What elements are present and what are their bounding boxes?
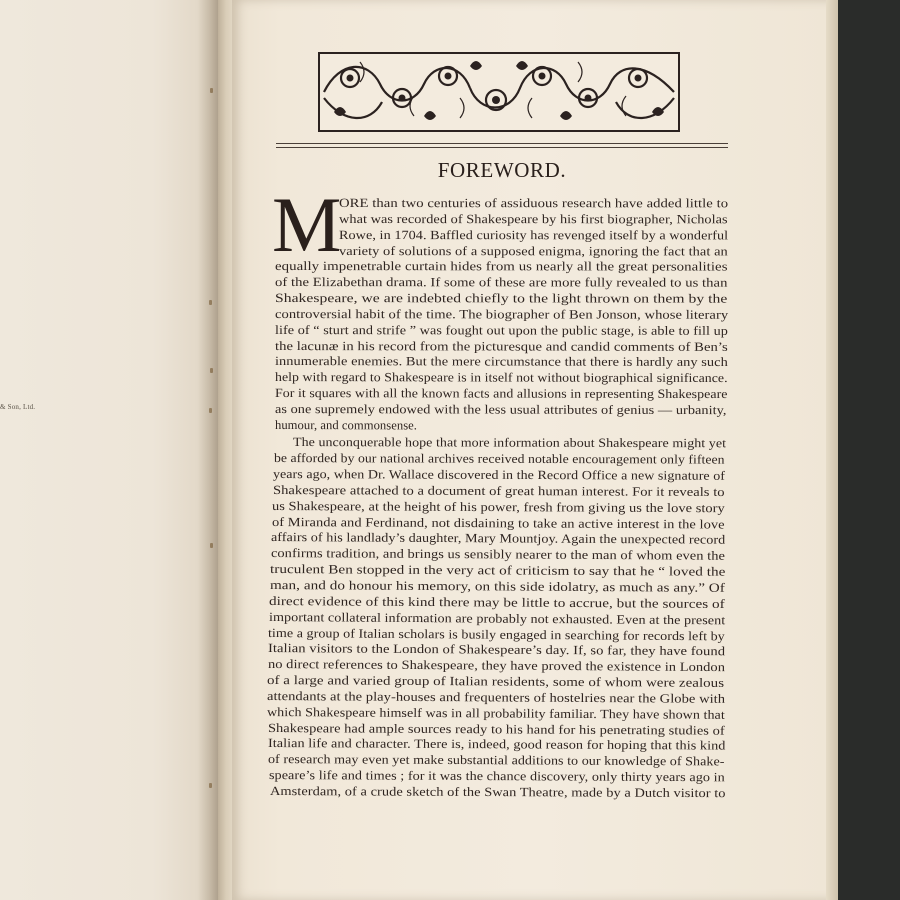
double-rule-top — [276, 143, 728, 144]
text-line: of the Elizabethan drama. If some of these are more fully revealed to us than — [274, 275, 728, 290]
text-line: as one supremely endowed with the less usual attributes of genius — urbanity, — [274, 402, 727, 418]
text-line: what was recorded of Shakespeare by his first biographer, Nicholas — [338, 211, 728, 227]
text-line: time a group of Italian scholars is busily engaged in searching for records left by — [267, 625, 725, 643]
floral-scroll-ornament-icon — [320, 54, 678, 130]
text-line: no direct references to Shakespeare, they have proved the existence in London — [267, 657, 726, 675]
text-line: Amsterdam, of a crude sketch of the Swan Theatre, made by a Dutch visitor to — [269, 784, 726, 801]
text-line: confirms tradition, and brings us sensibly nearer to the man of whom even the — [270, 546, 726, 564]
left-page — [0, 0, 218, 900]
text-line: years ago, when Dr. Wallace discovered in the Record Office a new signature of — [272, 467, 726, 483]
text-line: help with regard to Shakespeare is in itself not without biographical significance. — [274, 370, 728, 386]
text-line: affairs of his landlady’s daughter, Mary Mountjoy. Again the unexpected record — [270, 530, 726, 548]
ornamental-headpiece — [318, 52, 680, 132]
text-line: ORE than two centuries of assiduous research have added little to — [338, 196, 729, 211]
text-line: of a large and varied group of Italian residents, some of whom were zealous — [266, 673, 725, 690]
text-line: For it squares with all the known facts and allusions in representing Shakespeare — [274, 386, 728, 402]
text-line: which Shakespeare himself was in all probability familiar. They have shown that — [266, 704, 725, 722]
text-line: Shakespeare attached to a document of great human interest. For it reveals to — [272, 482, 725, 499]
text-line: equally impenetrable curtain hides from us nearly all the great personalities — [274, 259, 728, 274]
text-line: be afforded by our national archives received notable encouragement only fifteen — [273, 451, 725, 467]
text-line: variety of solutions of a supposed enigma, ignoring the fact that an — [338, 243, 728, 258]
text-line: the lacunæ in his record from the picturesque and candid comments of Ben’s — [274, 338, 728, 354]
left-page-shadow — [198, 0, 220, 900]
text-line: Shakespeare, we are indebted chiefly to the light thrown on them by the — [274, 291, 728, 306]
drop-cap: M — [272, 181, 342, 268]
text-line: Shakespeare had ample sources ready to his hand for his penetrating studies of — [267, 720, 725, 738]
text-line: important collateral information are probably not exhausted. Even at the present — [268, 609, 726, 628]
text-line: Italian life and character. There is, indeed, good reason for hoping that this kind — [267, 736, 726, 754]
page-fore-edge — [826, 0, 838, 900]
text-line: speare’s life and times ; for it was the chance discovery, only thirty years ago in — [268, 768, 725, 785]
text-line: controversial habit of the time. The biographer of Ben Jonson, whose literary — [274, 306, 729, 322]
text-line: Italian visitors to the London of Shakespeare’s day. If, so far, they have found — [267, 641, 726, 659]
text-line: man, and do honour his memory, on this side idolatry, as much as any.” Of — [269, 577, 725, 595]
text-line: life of “ sturt and strife ” was fought out upon the public stage, is able to fill up — [274, 322, 728, 338]
text-line: humour, and commonsense. — [274, 417, 418, 433]
text-line: of research may even yet make substantial additions to our knowledge of Shake- — [267, 752, 725, 769]
text-line: attendants at the play-houses and frequenters of hostelries near the Globe with — [266, 688, 726, 706]
double-rule-bottom — [276, 147, 728, 148]
text-line: direct evidence of this kind there may be little to accrue, but the sources of — [268, 593, 725, 611]
text-line: innumerable enemies. But the mere circumstance that there is hardly any such — [274, 354, 728, 370]
text-line: truculent Ben stopped in the very act of criticism to say that he “ loved the — [269, 562, 726, 579]
text-line: us Shakespeare, at the height of his power, fresh from giving us the love story — [271, 498, 725, 515]
left-page-imprint: & Son, Ltd. — [0, 403, 36, 411]
text-line: Rowe, in 1704. Baffled curiosity has revenged itself by a wonderful — [338, 227, 729, 243]
text-line: of Miranda and Ferdinand, not disdaining to take an active interest in the love — [271, 514, 725, 532]
text-line: The unconquerable hope that more information about Shakespeare might yet — [292, 435, 727, 451]
chapter-title: FOREWORD. — [437, 158, 567, 182]
